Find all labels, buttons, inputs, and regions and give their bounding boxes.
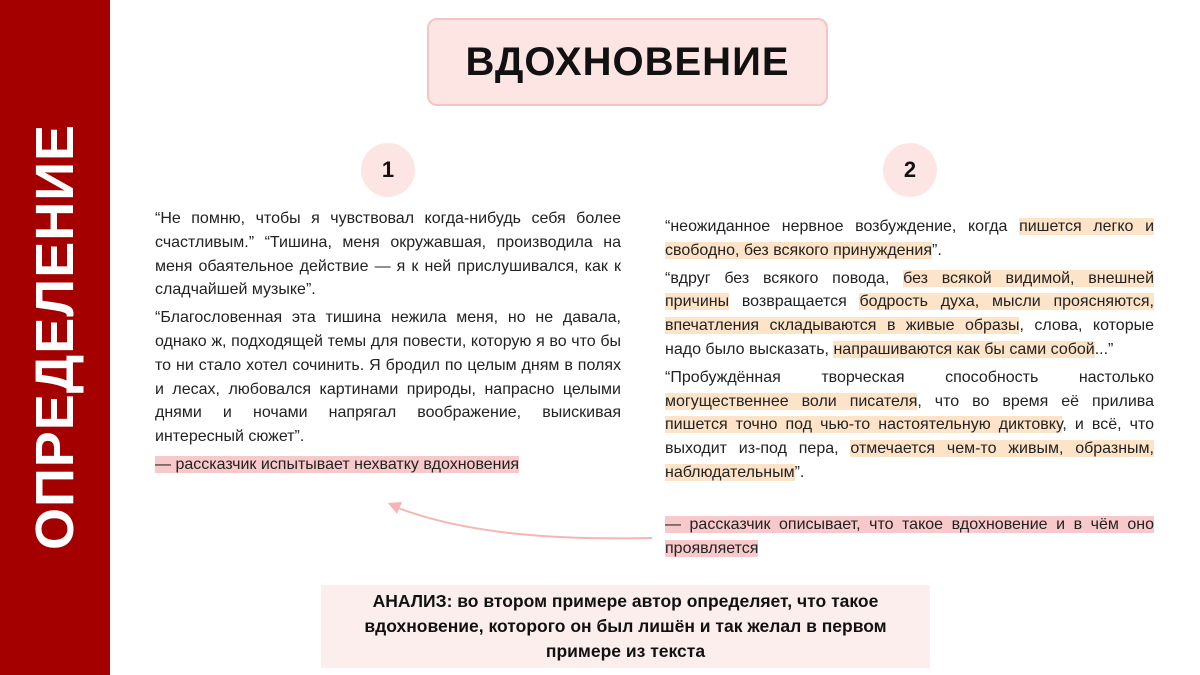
text-segment: “неожиданное нервное возбуждение, когда xyxy=(665,218,1020,235)
text-segment: “Пробуждённая творческая способность настолько xyxy=(665,368,1154,386)
text-segment: , слова, которые надо было высказать, xyxy=(665,317,1154,358)
analysis-text: АНАЛИЗ: во втором примере автор определяет, что такое вдохновение, которого он был лишён и так желал в первом примере из текста xyxy=(364,591,887,661)
highlighted-text: пишется точно под чью-то настоятельную диктовку xyxy=(665,416,1063,434)
text-segment: ...” xyxy=(1094,340,1114,358)
highlighted-text: — рассказчик испытывает нехватку вдохновения xyxy=(155,455,520,473)
text-segment: ”. xyxy=(794,463,805,481)
highlighted-text: без всякой видимой, внешней причины xyxy=(665,269,1155,311)
highlighted-text: могущественнее воли писателя xyxy=(665,392,918,410)
sidebar-label: ОПРЕДЕЛЕНИЕ xyxy=(25,123,85,551)
highlighted-text: пишется легко и свободно, без всякого принуждения xyxy=(665,218,1155,259)
highlighted-text: бодрость духа, мысли проясняются, впечатления складываются в живые образы xyxy=(665,293,1154,335)
example-number-2: 2 xyxy=(883,143,937,197)
text-segment: , и всё, что выходит из-под пера, xyxy=(665,416,1155,458)
text-segment: возвращается xyxy=(729,293,860,311)
text-segment: , что во время её прилива xyxy=(917,392,1154,410)
highlighted-text: отмечается чем-то живым, образным, наблюдательным xyxy=(665,440,1154,481)
example-number-1: 1 xyxy=(361,143,415,197)
text-segment: “Благословенная эта тишина нежила меня, но не давала, однако ж, подходящей темы для повести, которую я во что бы то ни стало хотел сочинить. Я бродил по целым дням в полях и лесах, любовался картинами природы, напрасно целыми днями и ночами напрягал воображение, выискивая интересный сюжет”. xyxy=(155,309,621,446)
page-title: ВДОХНОВЕНИЕ xyxy=(465,39,790,84)
text-segment: “Не помню, чтобы я чувствовал когда-нибудь себя более счастливым.” “Тишина, меня окружавшая, производила на меня обаятельное действие — я к ней прислушивался, как к сладчайшей музыке”. xyxy=(155,210,621,299)
highlighted-text: напрашиваются как бы сами собой xyxy=(833,340,1095,358)
analysis-box xyxy=(321,585,930,668)
note-text: — рассказчик описывает, что такое вдохновение и в чём оно проявляется xyxy=(665,516,1154,557)
text-segment: “вдруг без всякого повода, xyxy=(665,269,904,287)
text-segment: ”. xyxy=(931,241,942,259)
